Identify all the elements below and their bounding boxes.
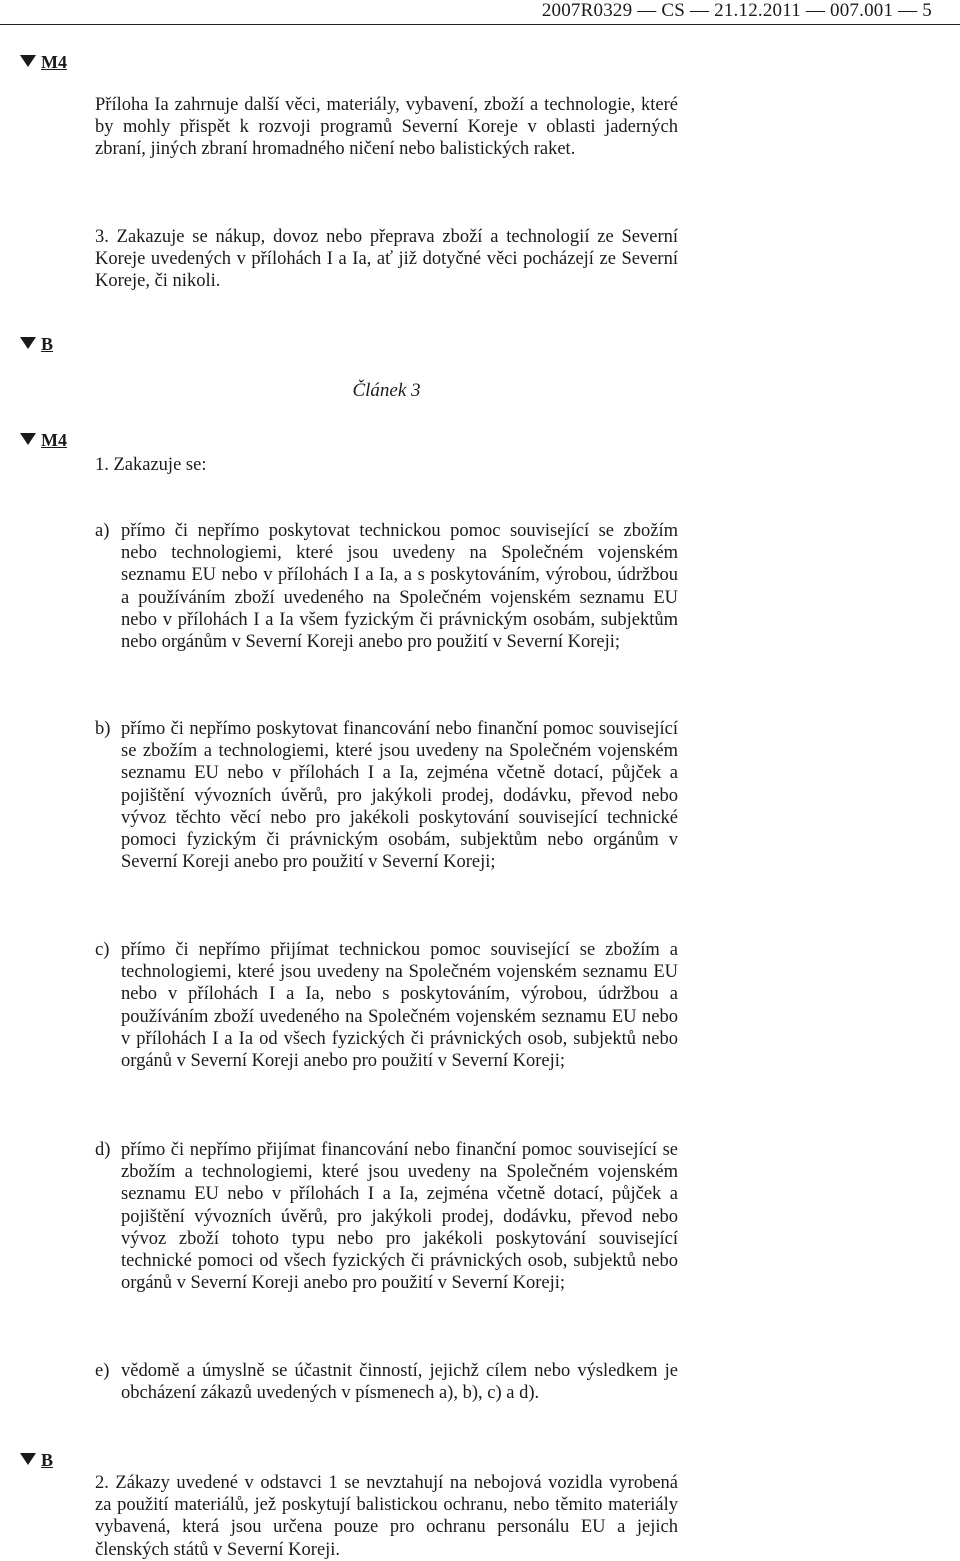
article-title: Článek 3 [352, 380, 421, 401]
list-item-b [95, 718, 678, 873]
amendment-marker-b[interactable]: B [20, 334, 53, 355]
paragraph-2: 2. Zákazy uvedené v odstavci 1 se nevztahují na nebojová vozidla vyrobená za použití materiálů, jež poskytují balistickou ochranu, nebo těmito materiály vybavená, která jsou určena pouze pro ochranu personálu EU a jejich členských států v Severní Koreji. [95, 1473, 678, 1560]
item-letter: a) [95, 521, 110, 541]
list-item-c [95, 939, 678, 1072]
amendment-marker-m4[interactable]: M4 [20, 430, 67, 451]
paragraph-1-intro: 1. Zakazuje se: [95, 455, 207, 475]
document-header: 2007R0329 — CS — 21.12.2011 — 007.001 — 5 [541, 0, 932, 21]
list-item-a [95, 520, 678, 653]
triangle-down-icon [20, 1453, 36, 1465]
item-letter: b) [95, 719, 111, 739]
list-item-e [95, 1360, 678, 1404]
item-letter: e) [95, 1361, 110, 1381]
annex-paragraph: Příloha Ia zahrnuje další věci, materiály, vybavení, zboží a technologie, které by mohly přispět k rozvoji programů Severní Koreje v oblasti jaderných zbraní, jiných zbraní hromadného ničení nebo balistických raket. [95, 95, 678, 160]
list-item-d [95, 1139, 678, 1294]
item-letter: c) [95, 940, 110, 960]
triangle-down-icon [20, 433, 36, 445]
triangle-down-icon [20, 55, 36, 67]
item-text: přímo či nepřímo přijímat financování nebo finanční pomoc související se zbožím a technologiemi, které jsou uvedeny na Společném vojenském seznamu EU nebo v přílohách I a Ia, zejména včetně dotací, půjček a pojištění vývozních úvěrů, pro jakýkoli prodej, dodávku, převod nebo vývoz zboží tohoto typu nebo pro jakékoli poskytování související technické pomoci od všech fyzických či právnických osob, subjektů nebo orgánů v Severní Koreji anebo pro použití v Severní Koreji; [121, 1140, 678, 1294]
paragraph-3: 3. Zakazuje se nákup, dovoz nebo přeprava zboží a technologií ze Severní Koreje uvedených v přílohách I a Ia, ať již dotyčné věci pocházejí ze Severní Koreje, či nikoli. [95, 227, 678, 292]
item-text: přímo či nepřímo přijímat technickou pomoc související se zbožím a technologiemi, které jsou uvedeny na Společném vojenském seznamu EU nebo v přílohách I a Ia, nebo s poskytováním, výrobou, údržbou a používáním zboží uvedeného na Společném vojenském seznamu EU nebo v přílohách I a Ia od všech fyzických či právnických osob, subjektů nebo orgánů v Severní Koreji anebo pro použití v Severní Koreji; [121, 940, 678, 1072]
item-text: přímo či nepřímo poskytovat technickou pomoc související se zbožím nebo technologiemi, které jsou uvedeny na Společném vojenském seznamu EU nebo v přílohách I a Ia, a s poskytováním, výrobou, údržbou a používáním zboží uvedeného na Společném vojenském seznamu EU nebo v přílohách I a Ia všem fyzickým či právnickým osobám, subjektům nebo orgánům v Severní Koreji anebo pro použití v Severní Koreji; [121, 521, 678, 653]
amendment-marker-b[interactable]: B [20, 1450, 53, 1471]
header-rule [0, 24, 960, 25]
amendment-marker-m4[interactable]: M4 [20, 52, 67, 73]
triangle-down-icon [20, 337, 36, 349]
item-text: vědomě a úmyslně se účastnit činností, jejichž cílem nebo výsledkem je obcházení zákazů uvedených v písmenech a), b), c) a d). [121, 1361, 678, 1404]
item-letter: d) [95, 1140, 111, 1160]
item-text: přímo či nepřímo poskytovat financování nebo finanční pomoc související se zbožím a technologiemi, které jsou uvedeny na Společném vojenském seznamu EU nebo v přílohách I a Ia, zejména včetně dotací, půjček a pojištění vývozních úvěrů, pro jakýkoli prodej, dodávku, převod nebo vývoz těchto věcí nebo pro jakékoli poskytování související technické pomoci fyzickým či právnickým osobám, subjektům nebo orgánům v Severní Koreji anebo pro použití v Severní Koreji; [121, 719, 678, 873]
